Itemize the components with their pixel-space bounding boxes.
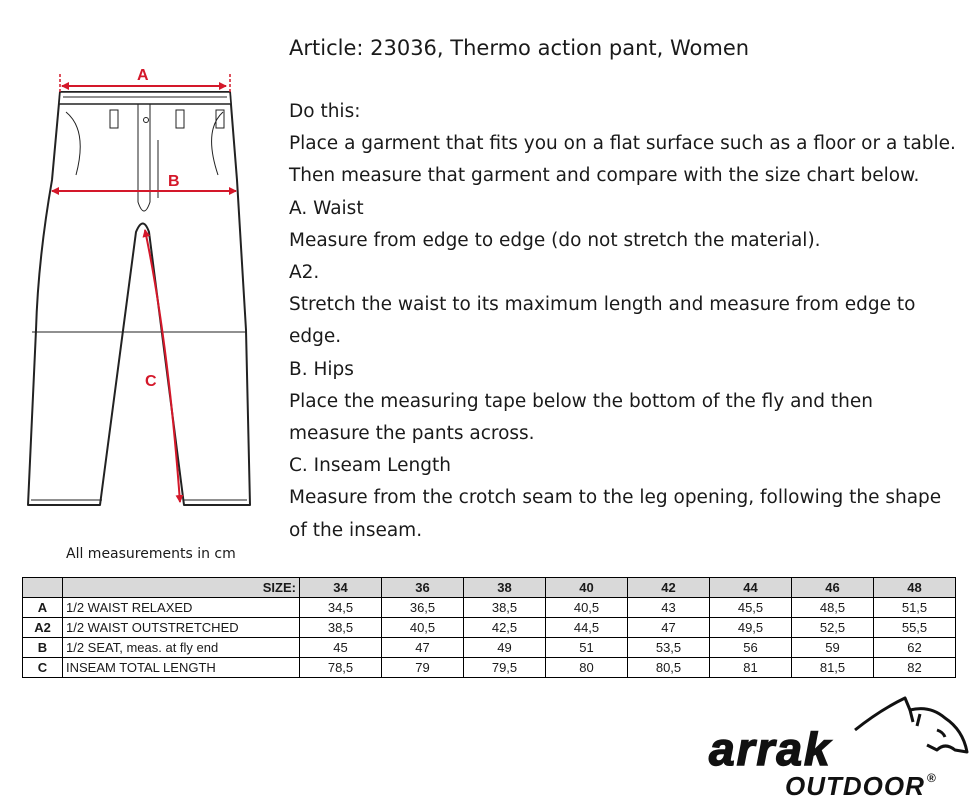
table-cell: 82: [874, 658, 956, 678]
row-description: 1/2 WAIST RELAXED: [63, 598, 300, 618]
wolf-head-icon: [855, 698, 967, 752]
table-cell: 79: [382, 658, 464, 678]
row-code: A2: [23, 618, 63, 638]
table-cell: 81,5: [792, 658, 874, 678]
section-a2-title: A2.: [289, 262, 320, 284]
row-code: C: [23, 658, 63, 678]
table-cell: 40,5: [546, 598, 628, 618]
brand-wordmark: arrak: [709, 723, 832, 775]
table-cell: 45,5: [710, 598, 792, 618]
table-cell: 49,5: [710, 618, 792, 638]
table-cell: 44,5: [546, 618, 628, 638]
size-header: 46: [792, 578, 874, 598]
label-b: B: [168, 173, 180, 190]
section-hips-text: Place the measuring tape below the bottom of the fly and then measure the pants across.: [289, 390, 873, 445]
row-description: INSEAM TOTAL LENGTH: [63, 658, 300, 678]
instructions-heading: Do this:: [289, 101, 361, 122]
row-description: 1/2 WAIST OUTSTRETCHED: [63, 618, 300, 638]
pants-diagram: [18, 60, 253, 520]
table-cell: 38,5: [300, 618, 382, 638]
size-header: 42: [628, 578, 710, 598]
table-cell: 34,5: [300, 598, 382, 618]
section-inseam-title: C. Inseam Length: [289, 455, 451, 477]
table-row: [23, 618, 956, 638]
table-cell: 42,5: [464, 618, 546, 638]
size-header: 36: [382, 578, 464, 598]
instructions-general: Place a garment that fits you on a flat surface such as a floor or a table. Then measure that garment and compare with the size chart below.: [289, 133, 956, 187]
section-hips-title: B. Hips: [289, 358, 354, 380]
arrak-outdoor-logo: [705, 690, 975, 805]
size-label: SIZE:: [63, 578, 300, 598]
section-waist-text: Measure from edge to edge (do not stretch the material).: [289, 229, 821, 251]
row-code: A: [23, 598, 63, 618]
table-cell: 51: [546, 638, 628, 658]
header-blank-cell: [23, 578, 63, 598]
section-inseam-text: Measure from the crotch seam to the leg opening, following the shape of the inseam.: [289, 487, 942, 541]
size-header: 38: [464, 578, 546, 598]
table-cell: 43: [628, 598, 710, 618]
table-cell: 52,5: [792, 618, 874, 638]
table-cell: 47: [382, 638, 464, 658]
table-cell: 80: [546, 658, 628, 678]
table-cell: 38,5: [464, 598, 546, 618]
table-cell: 81: [710, 658, 792, 678]
table-cell: 59: [792, 638, 874, 658]
brand-subtitle: OUTDOOR: [785, 771, 925, 801]
units-note: All measurements in cm: [66, 546, 236, 562]
table-cell: 62: [874, 638, 956, 658]
table-cell: 55,5: [874, 618, 956, 638]
table-cell: 51,5: [874, 598, 956, 618]
section-waist-title: A. Waist: [289, 197, 364, 219]
table-cell: 40,5: [382, 618, 464, 638]
table-cell: 56: [710, 638, 792, 658]
label-c: C: [145, 373, 157, 390]
row-description: 1/2 SEAT, meas. at fly end: [63, 638, 300, 658]
table-cell: 79,5: [464, 658, 546, 678]
size-chart-table: [22, 577, 956, 678]
table-cell: 78,5: [300, 658, 382, 678]
table-row: [23, 658, 956, 678]
table-cell: 47: [628, 618, 710, 638]
table-cell: 80,5: [628, 658, 710, 678]
measuring-instructions: [289, 96, 959, 547]
table-cell: 36,5: [382, 598, 464, 618]
label-a: A: [137, 67, 149, 84]
registered-mark: ®: [927, 771, 936, 785]
table-cell: 53,5: [628, 638, 710, 658]
size-header: 40: [546, 578, 628, 598]
size-header-row: [23, 578, 956, 598]
table-row: [23, 598, 956, 618]
article-title: Article: 23036, Thermo action pant, Women: [289, 36, 750, 60]
pants-outline: [28, 92, 250, 505]
table-cell: 49: [464, 638, 546, 658]
table-cell: 48,5: [792, 598, 874, 618]
row-code: B: [23, 638, 63, 658]
table-row: [23, 638, 956, 658]
size-header: 34: [300, 578, 382, 598]
table-cell: 45: [300, 638, 382, 658]
size-header: 44: [710, 578, 792, 598]
size-header: 48: [874, 578, 956, 598]
section-a2-text: Stretch the waist to its maximum length and measure from edge to edge.: [289, 294, 916, 348]
